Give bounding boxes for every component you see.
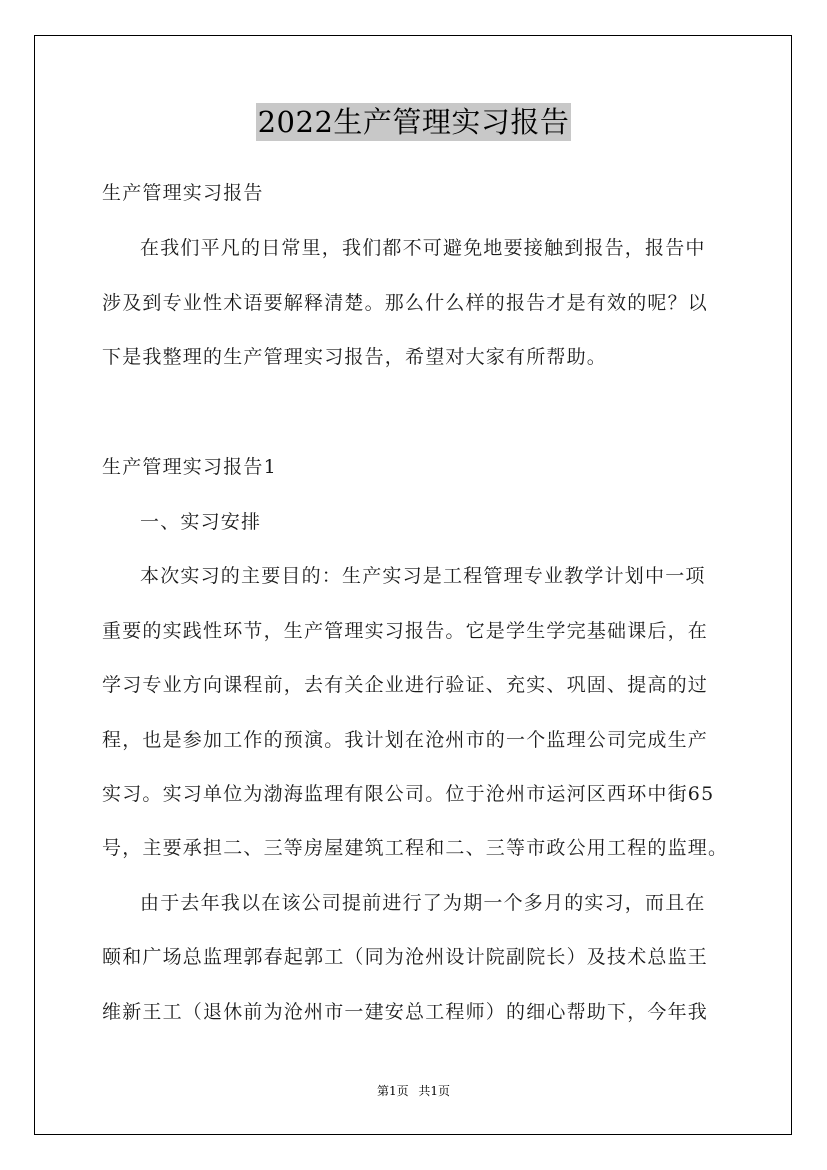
intro-line: 在我们平凡的日常里，我们都不可避免地要接触到报告，报告中 bbox=[140, 237, 706, 259]
page-total: 共1页 bbox=[418, 1084, 451, 1098]
title-container bbox=[0, 103, 827, 141]
paragraph-line: 本次实习的主要目的：生产实习是工程管理专业教学计划中一项 bbox=[140, 565, 706, 587]
section-one-heading: 一、实习安排 bbox=[140, 511, 262, 533]
paragraph-line: 维新王工（退休前为沧州市一建安总工程师）的细心帮助下，今年我 bbox=[102, 1001, 709, 1023]
section-heading: 生产管理实习报告1 bbox=[102, 456, 277, 478]
paragraph-line: 实习。实习单位为渤海监理有限公司。位于沧州市运河区西环中街65 bbox=[102, 783, 715, 805]
paragraph-line: 颐和广场总监理郭春起郭工（同为沧州设计院副院长）及技术总监王 bbox=[102, 946, 709, 968]
document-title: 2022生产管理实习报告 bbox=[257, 105, 570, 139]
page-number: 第1页 bbox=[376, 1084, 409, 1098]
paragraph-line: 学习专业方向课程前，去有关企业进行验证、充实、巩固、提高的过 bbox=[102, 674, 709, 696]
page-footer bbox=[0, 1083, 827, 1099]
paragraph-line: 程，也是参加工作的预演。我计划在沧州市的一个监理公司完成生产 bbox=[102, 729, 709, 751]
paragraph-line: 由于去年我以在该公司提前进行了为期一个多月的实习，而且在 bbox=[140, 892, 706, 914]
intro-line: 下是我整理的生产管理实习报告，希望对大家有所帮助。 bbox=[102, 346, 608, 368]
subtitle: 生产管理实习报告 bbox=[102, 182, 264, 204]
paragraph-line: 重要的实践性环节，生产管理实习报告。它是学生学完基础课后，在 bbox=[102, 620, 709, 642]
intro-line: 涉及到专业性术语要解释清楚。那么什么样的报告才是有效的呢？以 bbox=[102, 292, 709, 314]
paragraph-line: 号，主要承担二、三等房屋建筑工程和二、三等市政公用工程的监理。 bbox=[102, 837, 729, 859]
